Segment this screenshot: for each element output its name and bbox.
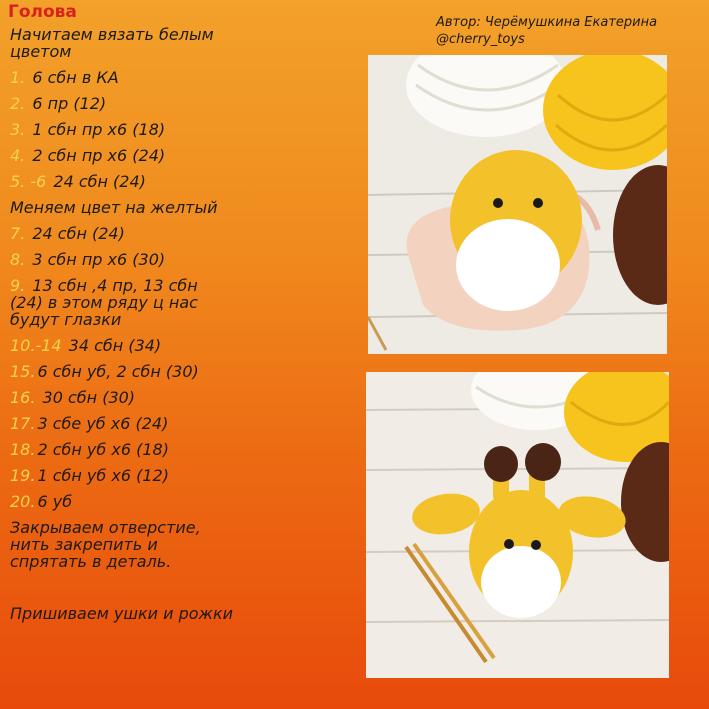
- step-row: [10, 441, 365, 458]
- giraffe-head-photo: [366, 372, 669, 678]
- closing-line: нить закрепить и: [10, 535, 158, 554]
- head-in-hand-illustration: [368, 55, 667, 354]
- step-row: [10, 95, 365, 112]
- step-number: 3.: [10, 120, 26, 139]
- step-text: 13 сбн ,4 пр, 13 сбн: [27, 276, 198, 295]
- step-number: 10.-14: [10, 336, 62, 355]
- step-number: 5. -6: [10, 172, 47, 191]
- step-text: 3 сбн пр х6 (30): [27, 250, 166, 269]
- step-row: [10, 225, 365, 242]
- step-row: [10, 251, 365, 268]
- step-continuation: (24) в этом ряду ц нас: [10, 293, 198, 312]
- step-number: 8.: [10, 250, 26, 269]
- step-row: [10, 493, 365, 510]
- color-change-note: Меняем цвет на желтый: [10, 198, 218, 217]
- step-row: [10, 415, 365, 432]
- closing-line: Закрываем отверстие,: [10, 518, 201, 537]
- step-number: 19.: [10, 466, 36, 485]
- final-instruction: Пришиваем ушки и рожки: [10, 604, 234, 623]
- step-text: 6 уб: [37, 492, 73, 511]
- step-row: [10, 337, 365, 354]
- step-row: [10, 121, 365, 138]
- page-title: Голова: [8, 2, 77, 22]
- step-text: 24 сбн (24): [27, 224, 125, 243]
- step-row: [10, 363, 365, 380]
- step-text: 30 сбн (30): [37, 388, 136, 407]
- step-row: [10, 467, 365, 484]
- step-number: 9.: [10, 276, 26, 295]
- step-text: 24 сбн (24): [48, 172, 146, 191]
- step-number: 4.: [10, 146, 26, 165]
- step-number: 20.: [10, 492, 36, 511]
- step-number: 16.: [10, 388, 36, 407]
- step-number: 7.: [10, 224, 26, 243]
- step-text: 6 сбн в КА: [27, 68, 119, 87]
- giraffe-head-illustration: [366, 372, 669, 678]
- head-in-hand-photo: [368, 55, 667, 354]
- step-text: 34 сбн (34): [63, 336, 162, 355]
- step-text: 2 сбн пр х6 (24): [27, 146, 166, 165]
- step-text: 3 сбе уб х6 (24): [37, 414, 169, 433]
- closing-line: спрятать в деталь.: [10, 552, 172, 571]
- step-row: [10, 389, 365, 406]
- pattern-instructions: [10, 26, 365, 622]
- intro-line: Начитаем вязать белым: [10, 25, 214, 44]
- step-number: 17.: [10, 414, 36, 433]
- step-row: [10, 69, 365, 86]
- author-credit: [436, 14, 657, 48]
- step-number: 1.: [10, 68, 26, 87]
- step-text: 1 сбн уб х6 (12): [37, 466, 169, 485]
- intro-line: цветом: [10, 42, 72, 61]
- step-text: 6 пр (12): [27, 94, 107, 113]
- step-continuation: будут глазки: [10, 310, 122, 329]
- step-number: 18.: [10, 440, 36, 459]
- step-text: 2 сбн уб х6 (18): [37, 440, 169, 459]
- step-row: [10, 147, 365, 164]
- step-text: 1 сбн пр х6 (18): [27, 120, 166, 139]
- step-number: 2.: [10, 94, 26, 113]
- author-handle: @cherry_toys: [436, 32, 525, 47]
- author-name: Автор: Черёмушкина Екатерина: [436, 15, 658, 30]
- step-text: 6 сбн уб, 2 сбн (30): [37, 362, 199, 381]
- step-row: [10, 277, 365, 294]
- step-row: [10, 173, 365, 190]
- step-number: 15.: [10, 362, 36, 381]
